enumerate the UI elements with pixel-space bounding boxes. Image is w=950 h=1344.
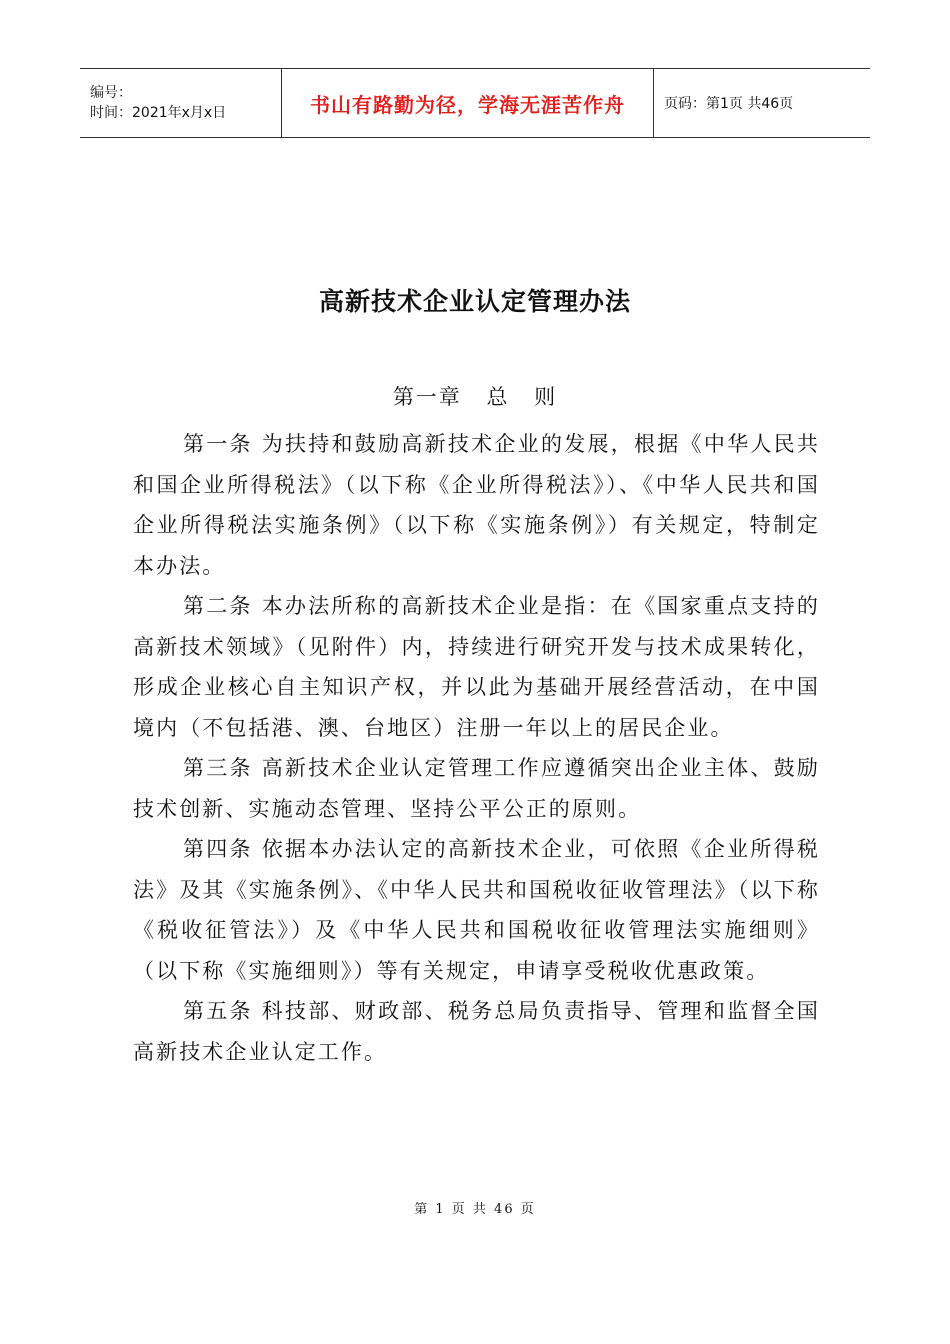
header-meta	[80, 69, 282, 137]
chapter-heading: 第一章 总 则	[392, 385, 558, 409]
article-4: 第四条 依据本办法认定的高新技术企业，可依照《企业所得税法》及其《实施条例》、《中华人民共和国税收征收管理法》（以下称《税收征管法》）及《中华人民共和国税收征收管理法实施细则》（以下称《实施细则》）等有关规定，申请享受税收优惠政策。	[133, 837, 820, 983]
article-5: 第五条 科技部、财政部、税务总局负责指导、管理和监督全国高新技术企业认定工作。	[133, 999, 820, 1064]
header-motto: 书山有路勤为径，学海无涯苦作舟	[282, 69, 654, 137]
article-3: 第三条 高新技术企业认定管理工作应遵循突出企业主体、鼓励技术创新、实施动态管理、坚持公平公正的原则。	[133, 756, 820, 821]
document-header	[80, 68, 870, 138]
header-page-info: 页码：第1页 共46页	[664, 96, 794, 112]
number-label: 编号：	[90, 85, 132, 101]
article-1: 第一条 为扶持和鼓励高新技术企业的发展，根据《中华人民共和国企业所得税法》（以下称《企业所得税法》）、《中华人民共和国企业所得税法实施条例》（以下称《实施条例》）有关规定，特制定本办法。	[133, 432, 820, 578]
document-body	[133, 424, 820, 1072]
page-footer: 第 1 页 共 46 页	[414, 1202, 536, 1217]
time-label: 时间：2021年x月x日	[90, 105, 227, 121]
document-title: 高新技术企业认定管理办法	[318, 287, 631, 316]
article-2: 第二条 本办法所称的高新技术企业是指：在《国家重点支持的高新技术领域》（见附件）内，持续进行研究开发与技术成果转化，形成企业核心自主知识产权，并以此为基础开展经营活动，在中国境内（不包括港、澳、台地区）注册一年以上的居民企业。	[133, 594, 820, 740]
